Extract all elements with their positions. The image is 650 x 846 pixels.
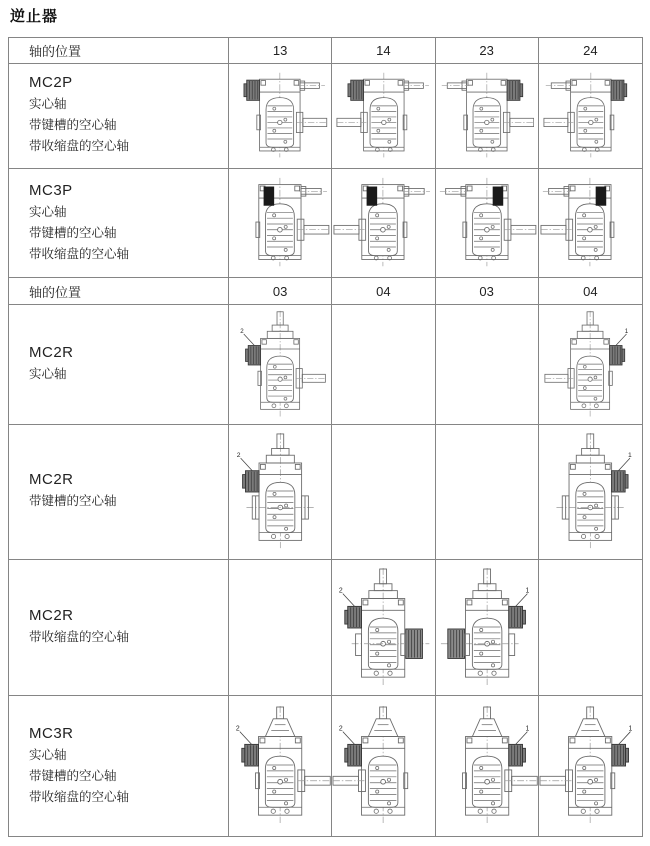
model-name: MC2R [29,471,74,489]
shaft-position-value-cell [229,38,332,63]
shaft-position-value-cell [539,278,642,304]
gearbox-diagram [544,310,636,420]
svg-text:2: 2 [339,587,343,595]
diagram-cell [539,425,642,559]
shaft-position-label: 轴的位置 [29,284,82,300]
diagram-cell [229,64,332,168]
shaft-position-value-cell [436,278,539,304]
model-desc-line: 带键槽的空心轴 [29,118,117,133]
empty-cell [332,305,435,424]
model-desc-line: 实心轴 [29,97,67,112]
diagram-cell [539,169,642,278]
model-label-cell [9,305,229,424]
diagram-cell [436,169,539,278]
diagram-cell [332,64,435,168]
model-block [29,344,74,385]
shaft-position-value-cell [539,38,642,63]
gearbox-diagram [332,705,434,827]
model-row [9,169,642,279]
shaft-position-value-cell [229,278,332,304]
empty-cell [436,425,539,559]
gearbox-diagram [230,175,330,271]
svg-text:1: 1 [524,587,529,595]
gearbox-diagram [332,567,434,689]
model-desc-line: 带键槽的空心轴 [29,494,117,509]
model-row [9,64,642,169]
gearbox-diagram [229,705,331,827]
model-block [29,182,129,265]
gearbox-diagram [436,567,538,689]
empty-cell [539,560,642,696]
diagram-cell [332,169,435,278]
diagram-cell [436,560,539,696]
page-title: 逆止器 [10,8,59,25]
model-block [29,471,117,512]
diagram-cell [539,305,642,424]
gearbox-diagram [230,432,331,552]
shaft-position-value: 04 [583,283,598,299]
position-header-row [9,38,642,64]
gearbox-diagram [439,70,535,162]
model-label-cell [9,425,229,559]
model-desc-line: 带键槽的空心轴 [29,768,117,783]
shaft-position-value: 04 [376,283,391,299]
gearbox-diagram [336,70,432,162]
model-label-cell [9,169,229,278]
shaft-position-value: 03 [272,283,288,299]
model-block [29,74,129,157]
model-desc-line: 实心轴 [29,747,67,762]
model-desc-line: 实心轴 [29,367,67,382]
diagram-cell [436,64,539,168]
shaft-position-label: 轴的位置 [29,43,82,59]
gearbox-diagram [540,432,641,552]
diagram-cell [332,560,435,696]
gearbox-diagram [543,70,639,162]
diagram-cell [332,696,435,836]
diagram-cell [539,64,642,168]
model-desc-line: 带收缩盘的空心轴 [29,246,130,261]
shaft-position-value-cell [332,278,435,304]
svg-text:2: 2 [339,725,343,733]
model-row [9,560,642,697]
empty-cell [229,560,332,696]
gearbox-diagram [539,705,641,827]
shaft-position-table [8,37,643,837]
shaft-position-label-cell [9,38,229,63]
model-name: MC2P [29,74,73,92]
diagram-cell [229,425,332,559]
model-desc-line: 带收缩盘的空心轴 [29,789,130,804]
model-name: MC2R [29,607,74,625]
model-row [9,305,642,425]
svg-text:2: 2 [236,452,241,460]
model-desc-line: 带键槽的空心轴 [29,225,117,240]
model-name: MC3P [29,181,73,199]
model-desc-line: 带收缩盘的空心轴 [29,139,130,154]
diagram-cell [229,169,332,278]
gearbox-diagram [232,70,328,162]
model-desc-line: 实心轴 [29,204,67,219]
model-desc-line: 带收缩盘的空心轴 [29,630,130,645]
diagram-cell [229,696,332,836]
gearbox-diagram [437,175,537,271]
model-name: MC2R [29,344,74,362]
svg-text:2: 2 [240,327,244,335]
diagram-cell [436,696,539,836]
gearbox-diagram [436,705,538,827]
shaft-position-value: 03 [479,283,494,299]
shaft-position-value: 14 [376,42,391,58]
svg-text:2: 2 [235,725,240,733]
gearbox-diagram [333,175,433,271]
position-header-row [9,278,642,305]
model-row [9,696,642,836]
shaft-position-value: 24 [583,42,598,58]
svg-text:1: 1 [624,327,629,335]
shaft-position-value: 23 [479,42,494,58]
svg-text:1: 1 [628,452,632,460]
model-row [9,425,642,560]
shaft-position-value: 13 [272,42,288,58]
gearbox-diagram [234,310,326,420]
shaft-position-value-cell [332,38,435,63]
model-label-cell [9,64,229,168]
gearbox-diagram [540,175,640,271]
shaft-position-label-cell [9,278,229,304]
empty-cell [332,425,435,559]
model-block [29,607,129,648]
svg-text:1: 1 [524,725,529,733]
svg-text:1: 1 [628,725,633,733]
model-label-cell [9,560,229,696]
model-block [29,725,129,808]
shaft-position-value-cell [436,38,539,63]
model-label-cell [9,696,229,836]
diagram-cell [539,696,642,836]
empty-cell [436,305,539,424]
diagram-cell [229,305,332,424]
model-name: MC3R [29,724,74,742]
